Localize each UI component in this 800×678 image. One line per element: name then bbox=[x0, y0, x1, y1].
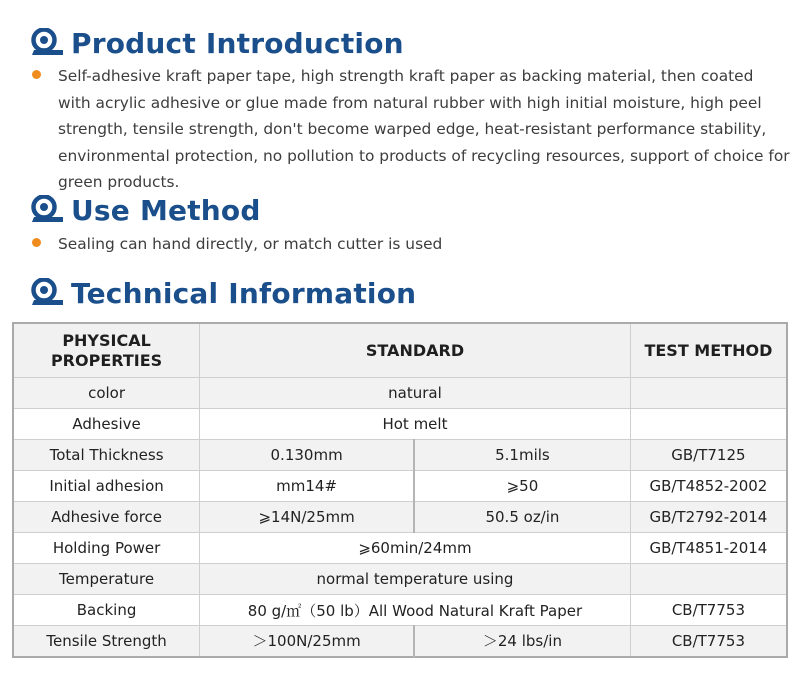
table-row bbox=[13, 595, 787, 626]
cell-test-method: GB/T7125 bbox=[630, 440, 787, 471]
cell-property: Total Thickness bbox=[13, 440, 200, 471]
table-row bbox=[13, 378, 787, 409]
section-heading-product bbox=[30, 23, 404, 63]
cell-test-method: GB/T4851-2014 bbox=[630, 533, 787, 564]
tape-roll-icon bbox=[30, 278, 64, 308]
cell-standard: normal temperature using bbox=[200, 564, 631, 595]
table-row bbox=[13, 502, 787, 533]
cell-test-method: GB/T2792-2014 bbox=[630, 502, 787, 533]
table-body bbox=[13, 378, 787, 657]
cell-standard-imperial: 50.5 oz/in bbox=[414, 502, 630, 533]
use-title: Use Method bbox=[71, 193, 261, 227]
cell-test-method bbox=[630, 564, 787, 595]
table-row bbox=[13, 409, 787, 440]
cell-test-method bbox=[630, 378, 787, 409]
table-row bbox=[13, 440, 787, 471]
section-heading-tech bbox=[30, 273, 416, 313]
cell-test-method: CB/T7753 bbox=[630, 626, 787, 657]
cell-standard: Hot melt bbox=[200, 409, 631, 440]
product-title: Product Introduction bbox=[71, 26, 404, 60]
cell-standard-imperial: ＞24 lbs/in bbox=[414, 626, 630, 657]
cell-property: Tensile Strength bbox=[13, 626, 200, 657]
cell-property: Adhesive bbox=[13, 409, 200, 440]
use-bullet bbox=[30, 231, 790, 258]
cell-standard-metric: ⩾14N/25mm bbox=[200, 502, 414, 533]
section-heading-use bbox=[30, 190, 261, 230]
header-standard: STANDARD bbox=[200, 323, 631, 378]
cell-standard-imperial: 5.1mils bbox=[414, 440, 630, 471]
cell-standard: 80 g/㎡（50 lb）All Wood Natural Kraft Paper bbox=[200, 595, 631, 626]
table-row bbox=[13, 564, 787, 595]
header-test-method: TEST METHOD bbox=[630, 323, 787, 378]
cell-test-method bbox=[630, 409, 787, 440]
header-physical-properties: PHYSICAL PROPERTIES bbox=[13, 323, 200, 378]
cell-standard-metric: mm14# bbox=[200, 471, 414, 502]
tape-roll-icon bbox=[30, 195, 64, 225]
cell-test-method: GB/T4852-2002 bbox=[630, 471, 787, 502]
cell-property: Holding Power bbox=[13, 533, 200, 564]
product-description: Self-adhesive kraft paper tape, high strength kraft paper as backing material, then coated with acrylic adhesive or glue made from natural rubber with high initial moisture, high peel strength, tensile strength, don't become warped edge, heat-resistant performance stability, environmental protection, no pollution to products of recycling resources, support of choice for green products. bbox=[58, 67, 790, 192]
table-row bbox=[13, 471, 787, 502]
cell-standard-imperial: ⩾50 bbox=[414, 471, 630, 502]
table-row bbox=[13, 533, 787, 564]
product-bullet bbox=[30, 63, 790, 196]
cell-property: Temperature bbox=[13, 564, 200, 595]
cell-standard-metric: 0.130mm bbox=[200, 440, 414, 471]
bullet-dot bbox=[32, 70, 41, 79]
technical-table bbox=[12, 322, 788, 658]
cell-property: Initial adhesion bbox=[13, 471, 200, 502]
cell-property: Backing bbox=[13, 595, 200, 626]
cell-property: color bbox=[13, 378, 200, 409]
cell-standard: ⩾60min/24mm bbox=[200, 533, 631, 564]
cell-property: Adhesive force bbox=[13, 502, 200, 533]
table-header-row bbox=[13, 323, 787, 378]
cell-test-method: CB/T7753 bbox=[630, 595, 787, 626]
cell-standard: natural bbox=[200, 378, 631, 409]
table-row bbox=[13, 626, 787, 657]
tape-roll-icon bbox=[30, 28, 64, 58]
bullet-dot bbox=[32, 238, 41, 247]
cell-standard-metric: ＞100N/25mm bbox=[200, 626, 414, 657]
use-description: Sealing can hand directly, or match cutter is used bbox=[58, 235, 443, 253]
tech-title: Technical Information bbox=[71, 276, 417, 310]
